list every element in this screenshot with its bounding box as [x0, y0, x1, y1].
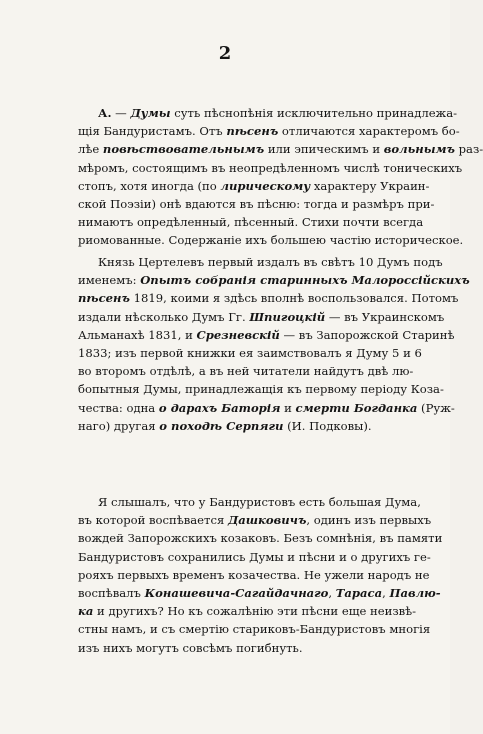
text-line	[78, 399, 455, 417]
text-line	[78, 417, 396, 435]
text-segment: (И. Подковы).	[283, 418, 372, 433]
emphasized-text: лирическому	[220, 178, 311, 193]
text-line	[78, 195, 435, 213]
text-line	[78, 344, 422, 362]
text-line	[78, 620, 431, 638]
emphasized-text: повѣствовательнымъ	[102, 142, 265, 157]
text-segment: суть пѣснопѣнія исключительно принадлежа-	[170, 106, 458, 120]
emphasized-text: Конашевича-Сагайдачнаго	[144, 586, 329, 601]
text-segment: (Руж-	[417, 400, 455, 415]
text-line	[78, 362, 414, 380]
emphasized-text: Опытъ собранія старинныхъ Малороссійскихъ	[140, 273, 470, 288]
emphasized-text: Павлю-	[389, 586, 441, 601]
emphasized-text: Шпигоцкій	[249, 309, 326, 324]
text-line	[78, 159, 463, 177]
text-segment: воспѣвалъ	[78, 586, 145, 601]
emphasized-text: пѣсенъ	[78, 291, 130, 306]
text-line	[78, 511, 432, 529]
text-segment: характеру Украин-	[310, 178, 430, 193]
text-segment: ,	[382, 586, 390, 601]
text-line	[78, 140, 483, 158]
text-line	[78, 566, 430, 584]
text-segment: —	[111, 106, 131, 120]
text-segment: и другихъ? Но къ сожалѣнію эти пѣсни еще неизвѣ-	[93, 604, 417, 619]
emphasized-text: Тараса	[335, 586, 383, 601]
text-segment: — въ Запорожской Старинѣ	[279, 327, 455, 342]
text-line	[78, 529, 443, 547]
text-segment: 1819, коими я здѣсь вполнѣ воспользовался. Потомъ	[129, 291, 459, 306]
text-line	[78, 122, 460, 140]
text-segment: мѣромъ, состоящимъ въ неопредѣленномъ числѣ тоническихъ	[78, 160, 463, 175]
text-segment: , одинъ изъ первыхъ	[306, 513, 432, 528]
emphasized-text: вольнымъ	[383, 142, 455, 157]
text-segment: именемъ:	[78, 273, 141, 288]
text-segment: риомованные. Содержаніе ихъ большею частію историческое.	[78, 233, 464, 248]
text-segment: стопъ, хотя иногда (по	[78, 178, 221, 193]
text-line	[78, 548, 431, 566]
emphasized-text: ка	[78, 604, 94, 619]
emphasized-text: о походѣ Серпяги	[159, 418, 284, 433]
text-line	[78, 493, 421, 511]
text-line	[78, 231, 464, 249]
text-line	[78, 639, 396, 657]
text-line	[78, 104, 458, 122]
text-line	[78, 380, 444, 398]
text-segment: вождей Запорожскихъ козаковъ. Безъ сомнѣнія, въ памяти	[78, 531, 443, 546]
text-segment: Князь Цертелевъ первый издалъ въ свѣтъ 10 Думъ подъ	[98, 255, 443, 269]
text-segment: ской Поэзіи) онѣ вдаются въ пѣсню: тогда и размѣръ при-	[78, 197, 435, 212]
section-label: А.	[98, 106, 112, 120]
text-segment: или эпическимъ и	[264, 142, 384, 157]
text-segment: отличаются характеромъ бо-	[278, 124, 460, 139]
text-segment: во второмъ отдѣлѣ, а въ ней читатели найдутъ двѣ лю-	[78, 364, 414, 379]
text-segment: и	[280, 400, 296, 415]
text-line	[78, 326, 455, 344]
text-segment: бопытныя Думы, принадлежащія къ первому періоду Коза-	[78, 382, 444, 397]
text-segment: Бандуристовъ сохранились Думы и пѣсни и о другихъ ге-	[78, 549, 431, 564]
text-line	[78, 602, 417, 620]
text-line	[78, 271, 470, 289]
emphasized-text: смерти Богданка	[295, 400, 418, 415]
text-line	[78, 308, 445, 326]
text-segment: раз-	[454, 142, 483, 157]
text-segment: щія Бандуристамъ. Отъ	[78, 124, 227, 139]
text-segment: 1833; изъ первой книжки ея заимствовалъ я Думу 5 и 6	[78, 346, 422, 361]
page-number: 2	[218, 43, 232, 64]
text-segment: ,	[328, 586, 336, 601]
paragraph-3	[78, 493, 443, 657]
text-segment: изъ нихъ могутъ совсѣмъ погибнуть.	[78, 640, 303, 655]
text-line	[78, 177, 430, 195]
emphasized-text: пѣсенъ	[226, 124, 279, 139]
text-line	[78, 584, 441, 602]
text-segment: Альманахѣ 1831, и	[78, 327, 197, 342]
emphasized-text: Срезневскій	[196, 327, 280, 342]
emphasized-text: Думы	[130, 106, 171, 120]
text-segment: нимаютъ опредѣленный, пѣсенный. Стихи почти всегда	[78, 215, 424, 230]
text-line	[78, 213, 424, 231]
text-segment: — въ Украинскомъ	[325, 309, 445, 324]
paragraph-1	[78, 104, 483, 250]
text-segment: стны намъ, и съ смертію стариковъ-Бандуристовъ многія	[78, 622, 431, 637]
text-segment: рояхъ первыхъ временъ козачества. Не ужели народъ не	[78, 567, 430, 582]
emphasized-text: о дарахъ Баторія	[158, 400, 281, 415]
text-segment: въ которой воспѣвается	[78, 513, 228, 528]
text-line	[78, 289, 459, 307]
emphasized-text: Дашковичъ	[227, 513, 307, 528]
text-segment: чества: одна	[78, 400, 159, 415]
text-segment: лѣе	[78, 142, 103, 157]
text-line	[78, 253, 443, 271]
text-segment: наго) другая	[78, 418, 160, 433]
text-segment: Я слышалъ, что у Бандуристовъ есть большая Дума,	[98, 495, 421, 509]
paragraph-2	[78, 253, 470, 435]
text-segment: издали нѣсколько Думъ Гг.	[78, 309, 250, 324]
